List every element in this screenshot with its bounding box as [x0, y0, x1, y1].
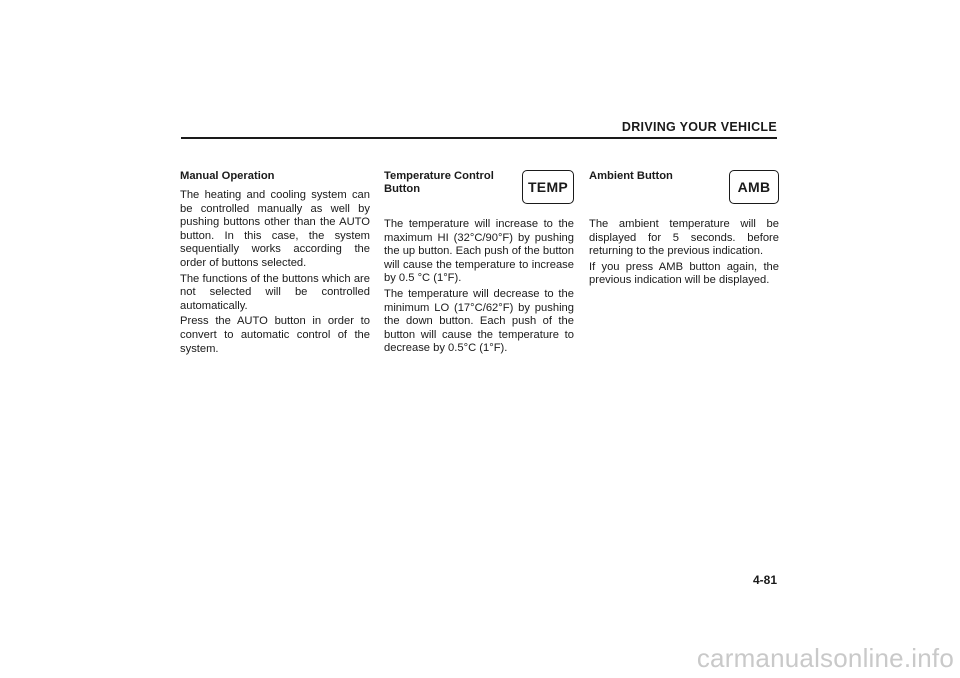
- page-number: 4-81: [752, 573, 777, 587]
- watermark: carmanualsonline.info: [696, 643, 954, 673]
- section-title: DRIVING YOUR VEHICLE: [621, 120, 777, 134]
- column-temperature-control: [384, 170, 574, 356]
- ambient-button-paragraph-2: If you press AMB button again, the previous indication will be displayed.: [589, 260, 779, 287]
- temp-button-icon: TEMP: [522, 170, 574, 204]
- ambient-button-paragraph-1: The ambient temperature will be displayed for 5 seconds. before returning to the previous indication.: [589, 218, 779, 258]
- header-divider: [181, 137, 777, 139]
- column-ambient-button: [589, 170, 779, 288]
- ambient-button-heading: Ambient Button: [589, 170, 673, 182]
- manual-operation-paragraph-2: The functions of the buttons which are not selected will be controlled automatically.: [180, 272, 370, 312]
- manual-operation-heading: Manual Operation: [180, 170, 275, 182]
- amb-button-icon: AMB: [729, 170, 779, 204]
- temperature-control-paragraph-1: The temperature will increase to the maximum HI (32°C/90°F) by pushing the up button. Each push of the button will cause the temperature to increase by 0.5 °C (1°F).: [384, 218, 574, 285]
- manual-operation-paragraph-3: Press the AUTO button in order to convert to automatic control of the system.: [180, 315, 370, 355]
- manual-operation-paragraph-1: The heating and cooling system can be controlled manually as well by pushing buttons other than the AUTO button. In this case, the system sequentially works according the order of buttons selected.: [180, 189, 370, 269]
- temperature-control-heading: Temperature Control Button: [384, 170, 494, 195]
- temperature-control-paragraph-2: The temperature will decrease to the minimum LO (17°C/62°F) by pushing the down button. Each push of the button will cause the temperature to decrease by 0.5°C (1°F).: [384, 287, 574, 355]
- column-manual-operation: [180, 170, 370, 356]
